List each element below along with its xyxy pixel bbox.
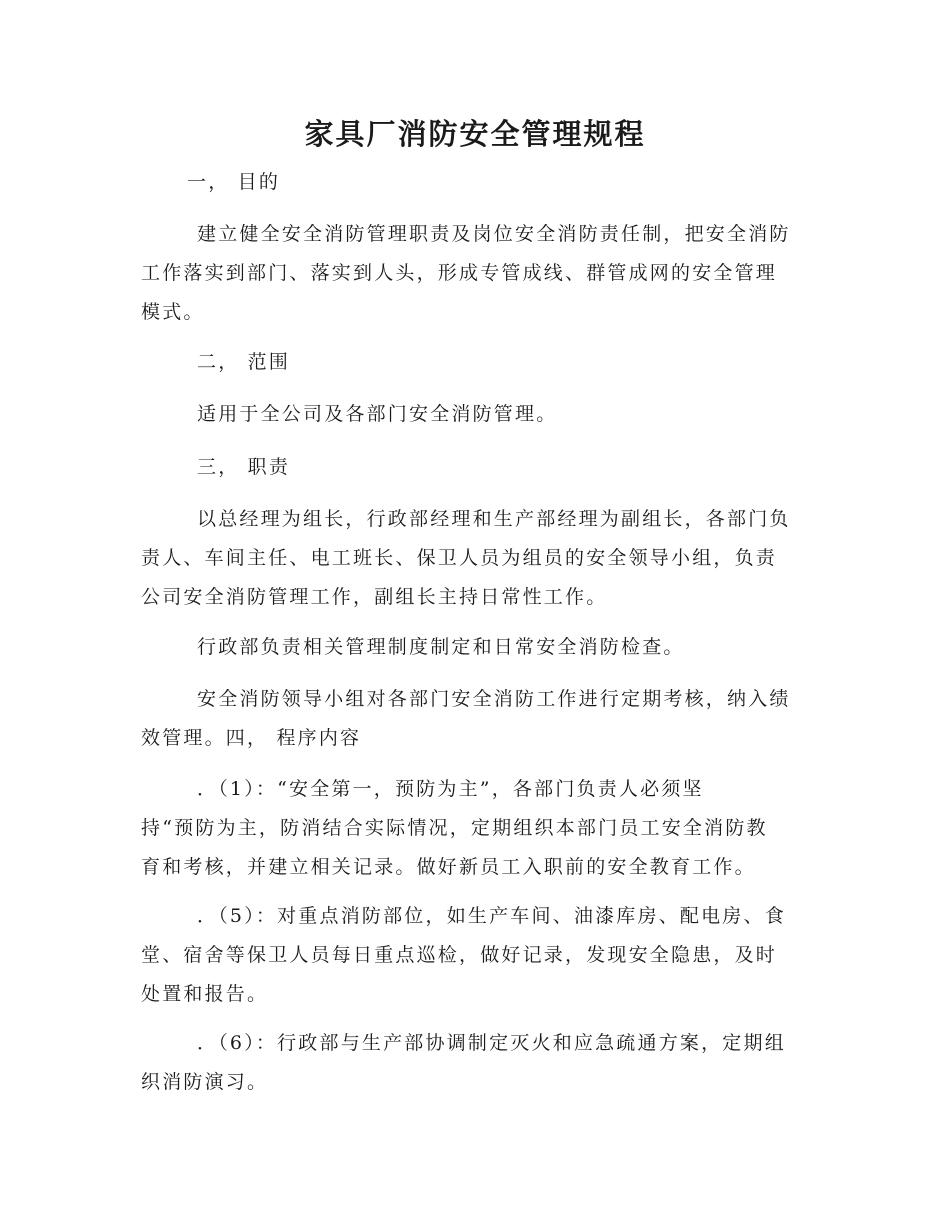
paragraph-line: 行政部负责相关管理制度制定和日常安全消防检查。 bbox=[197, 636, 685, 658]
section-heading-purpose: 一， 目的 bbox=[187, 171, 281, 193]
page-title: 家具厂消防安全管理规程 bbox=[304, 117, 646, 151]
paragraph-duties-1 bbox=[141, 500, 809, 617]
paragraph-line: ．（6）：行政部与生产部协调制定灭火和应急疏通方案，定期组 bbox=[197, 1032, 786, 1054]
paragraph-line: 效管理。四， 程序内容 bbox=[141, 727, 362, 749]
paragraph-procedure-5 bbox=[141, 897, 809, 1014]
paragraph-procedure-6 bbox=[141, 1024, 809, 1102]
paragraph-line: 工作落实到部门、落实到人头，形成专管成线、群管成网的安全管理 bbox=[141, 262, 778, 284]
paragraph-line: ．（1）：“安全第一，预防为主”，各部门负责人必须坚 bbox=[197, 778, 704, 800]
heading-text: 三， 职责 bbox=[197, 456, 291, 478]
paragraph-line: 模式。 bbox=[141, 301, 205, 323]
section-heading-scope bbox=[141, 343, 809, 382]
paragraph-line: 持“预防为主，防消结合实际情况，定期组织本部门员工安全消防教 bbox=[141, 817, 768, 839]
paragraph-line: 公司安全消防管理工作，副组长主持日常性工作。 bbox=[141, 586, 608, 608]
paragraph-scope bbox=[141, 395, 809, 434]
paragraph-line: 建立健全安全消防管理职责及岗位安全消防责任制，把安全消防 bbox=[197, 223, 791, 245]
paragraph-procedure-1 bbox=[141, 770, 809, 887]
paragraph-duties-3 bbox=[141, 680, 809, 758]
paragraph-line: ．（5）：对重点消防部位，如生产车间、油漆库房、配电房、食 bbox=[197, 905, 786, 927]
heading-text: 二， 范围 bbox=[197, 351, 291, 373]
paragraph-line: 安全消防领导小组对各部门安全消防工作进行定期考核，纳入绩 bbox=[197, 688, 791, 710]
paragraph-line: 堂、宿舍等保卫人员每日重点巡检，做好记录，发现安全隐患，及时 bbox=[141, 944, 778, 966]
paragraph-line: 适用于全公司及各部门安全消防管理。 bbox=[197, 403, 558, 425]
paragraph-line: 处置和报告。 bbox=[141, 983, 269, 1005]
section-heading-duties bbox=[141, 448, 809, 487]
paragraph-line: 以总经理为组长，行政部经理和生产部经理为副组长，各部门负 bbox=[197, 508, 791, 530]
paragraph-purpose bbox=[141, 215, 809, 332]
paragraph-line: 责人、车间主任、电工班长、保卫人员为组员的安全领导小组，负责 bbox=[141, 547, 778, 569]
paragraph-duties-2 bbox=[141, 628, 809, 667]
paragraph-line: 育和考核，并建立相关记录。做好新员工入职前的安全教育工作。 bbox=[141, 856, 756, 878]
paragraph-line: 织消防演习。 bbox=[141, 1071, 269, 1093]
